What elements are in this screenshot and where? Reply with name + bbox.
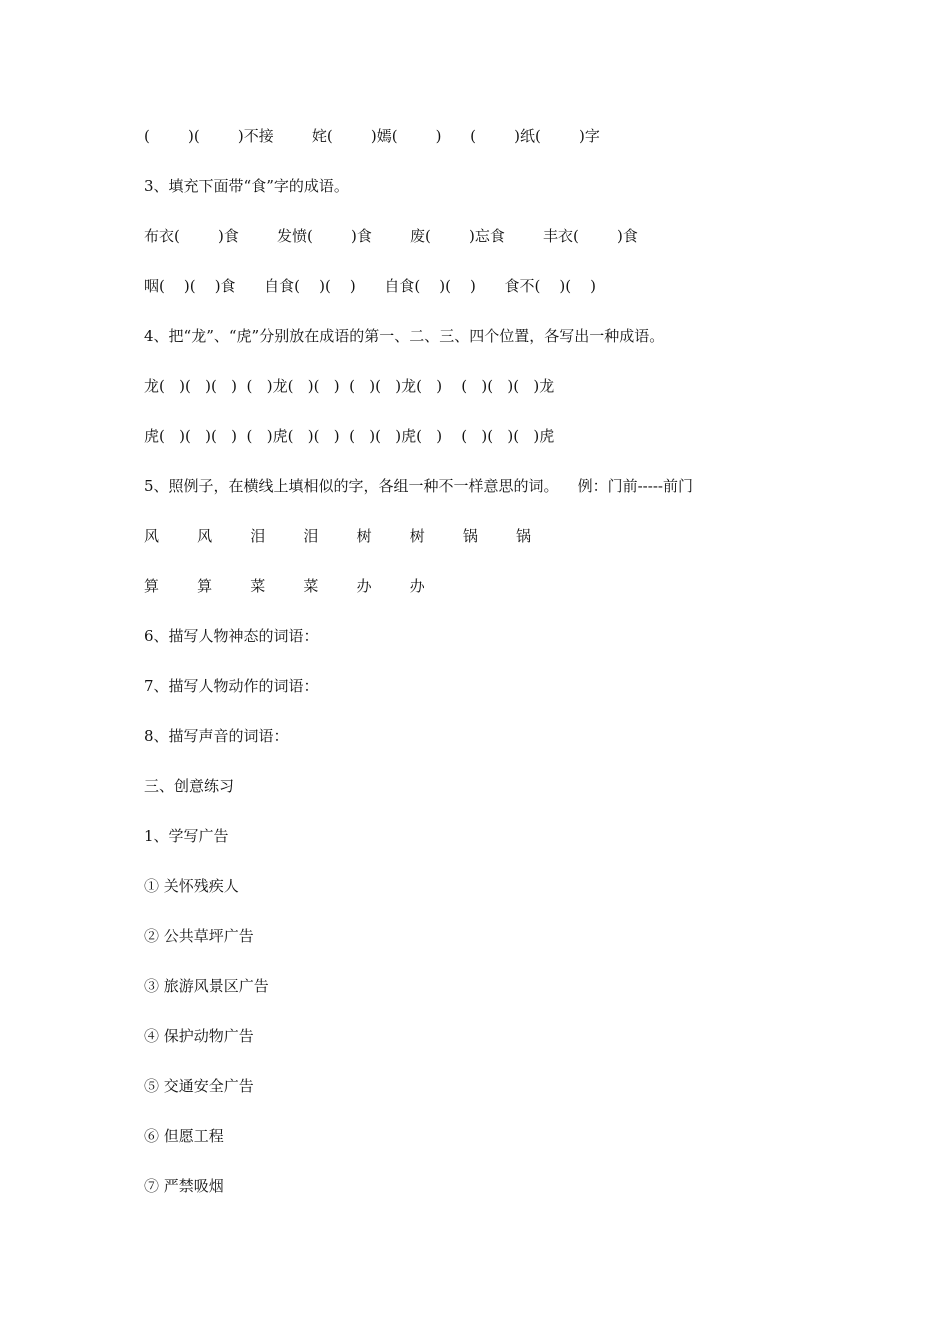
- question-4-heading: 4、把“龙”、“虎”分别放在成语的第一、二、三、四个位置，各写出一种成语。: [144, 327, 665, 345]
- similar-chars-line-2: 算 算 菜 菜 办 办: [144, 577, 425, 595]
- exercise-1-heading: 1、学写广告: [144, 827, 229, 845]
- food-idioms-line-2: 咽( )( )食 自食( )( ) 自食( )( ) 食不( )( ): [144, 277, 597, 295]
- section-3-heading: 三、创意练习: [144, 777, 235, 795]
- idiom-fill-line-1: ( )( )不接 姹( )嫣( ) ( )纸( )字: [144, 127, 600, 145]
- question-8-heading: 8、描写声音的词语：: [144, 727, 289, 745]
- ad-topic-4: ④ 保护动物广告: [144, 1027, 254, 1045]
- ad-topic-6: ⑥ 但愿工程: [144, 1127, 224, 1145]
- ad-topic-5: ⑤ 交通安全广告: [144, 1077, 254, 1095]
- question-6-heading: 6、描写人物神态的词语：: [144, 627, 319, 645]
- dragon-idioms-line: 龙( )( )( ) ( )龙( )( ) ( )( )龙( ) ( )( )( )龙: [144, 377, 555, 395]
- food-idioms-line-1: 布衣( )食 发愤( )食 废( )忘食 丰衣( )食: [144, 227, 638, 245]
- ad-topic-2: ② 公共草坪广告: [144, 927, 254, 945]
- ad-topic-3: ③ 旅游风景区广告: [144, 977, 269, 995]
- question-7-heading: 7、描写人物动作的词语：: [144, 677, 319, 695]
- question-3-heading: 3、填充下面带“食”字的成语。: [144, 177, 349, 195]
- similar-chars-line-1: 风 风 泪 泪 树 树 锅 锅: [144, 527, 532, 545]
- ad-topic-1: ① 关怀残疾人: [144, 877, 239, 895]
- tiger-idioms-line: 虎( )( )( ) ( )虎( )( ) ( )( )虎( ) ( )( )( )虎: [144, 427, 555, 445]
- question-5-heading: 5、照例子，在横线上填相似的字，各组一种不一样意思的词。 例：门前-----前门: [144, 477, 693, 495]
- ad-topic-7: ⑦ 严禁吸烟: [144, 1177, 224, 1195]
